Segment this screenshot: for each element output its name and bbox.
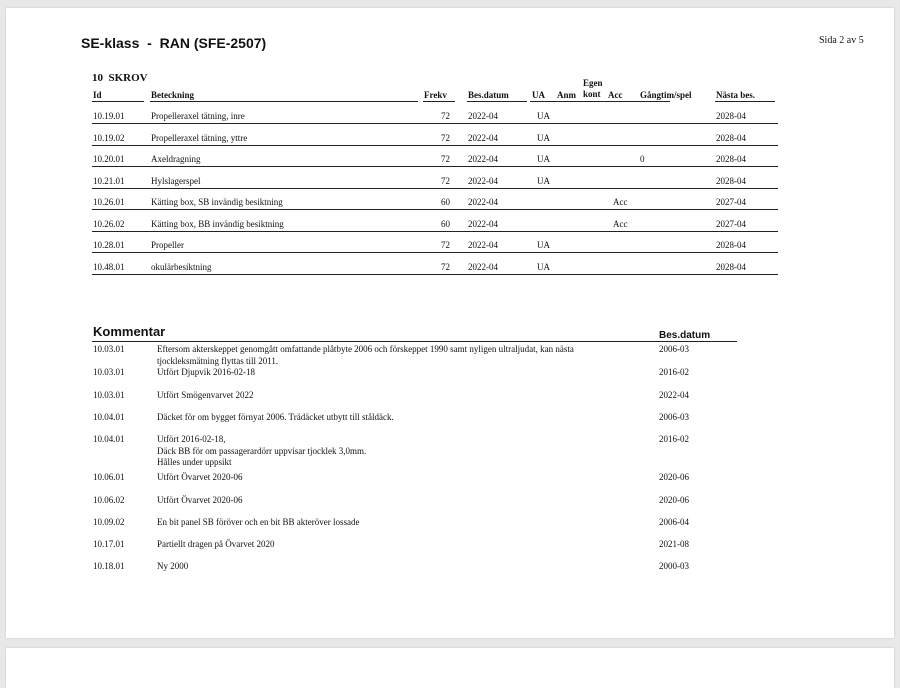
kommentar-date: 2022-04 [659, 390, 689, 400]
skrov-cell-frekv: 72 [441, 261, 450, 272]
kommentar-date: 2021-08 [659, 539, 689, 549]
header-underline [423, 101, 455, 102]
skrov-cell-nasta: 2028-04 [716, 261, 746, 272]
kommentar-text [157, 539, 627, 551]
kommentar-id: 10.03.01 [93, 367, 125, 377]
skrov-cell-beteckning: okulärbesiktning [151, 261, 212, 272]
kommentar-date: 2020-06 [659, 495, 689, 505]
table-row-divider [92, 166, 778, 167]
kommentar-text-line: Utfört Djupvik 2016-02-18 [157, 367, 255, 377]
skrov-cell-beteckning: Propelleraxel tätning, inre [151, 111, 245, 121]
skrov-cell-ua: UA [537, 175, 550, 186]
page-number: Sida 2 av 5 [819, 35, 864, 46]
col-header-id: Id [93, 90, 102, 100]
kommentar-text-line: Eftersom akterskeppet genomgått omfattande plåtbyte 2006 och förskeppet 1990 samt nyligen ultraljudat, kan nästa [157, 344, 574, 354]
skrov-cell-frekv: 72 [441, 111, 450, 121]
skrov-cell-besdatum: 2022-04 [468, 111, 498, 121]
skrov-cell-frekv: 60 [441, 218, 450, 229]
kommentar-id: 10.17.01 [93, 539, 125, 549]
col-header-nasta: Nästa bes. [716, 90, 756, 100]
kommentar-id: 10.09.02 [93, 517, 125, 527]
skrov-cell-frekv: 72 [441, 175, 450, 186]
kommentar-id: 10.03.01 [93, 344, 125, 354]
table-row-divider [92, 274, 778, 275]
skrov-cell-beteckning: Hylslagerspel [151, 175, 201, 186]
skrov-cell-ua: UA [537, 154, 550, 164]
kommentar-text-line: Däck BB för om passagerardörr uppvisar tjocklek 3,0mm. [157, 445, 367, 456]
skrov-cell-besdatum: 2022-04 [468, 154, 498, 164]
skrov-cell-besdatum: 2022-04 [468, 218, 498, 229]
col-header-gangtim: Gångtim/spel [640, 90, 692, 100]
kommentar-text-line: Utfört Övarvet 2020-06 [157, 472, 243, 482]
kommentar-id: 10.06.02 [93, 495, 125, 505]
skrov-cell-besdatum: 2022-04 [468, 175, 498, 186]
kommentar-id: 10.03.01 [93, 390, 125, 400]
skrov-cell-gangtim: 0 [640, 154, 645, 164]
kommentar-date-header: Bes.datum [659, 330, 711, 341]
skrov-cell-nasta: 2028-04 [716, 111, 746, 121]
kommentar-text [157, 434, 627, 469]
skrov-cell-id: 10.19.01 [93, 111, 125, 121]
table-row-divider [92, 209, 778, 210]
skrov-cell-beteckning: Kätting box, SB invändig besiktning [151, 197, 283, 207]
skrov-cell-besdatum: 2022-04 [468, 132, 498, 143]
kommentar-text-line: Utfört Övarvet 2020-06 [157, 495, 243, 505]
skrov-cell-id: 10.48.01 [93, 261, 125, 272]
skrov-cell-nasta: 2028-04 [716, 175, 746, 186]
col-header-ua: UA [532, 90, 545, 100]
skrov-cell-id: 10.26.02 [93, 218, 125, 229]
kommentar-text [157, 495, 627, 507]
skrov-cell-acc: Acc [613, 197, 628, 207]
kommentar-text [157, 561, 627, 573]
kommentar-text-line: En bit panel SB föröver och en bit BB akteröver lossade [157, 517, 360, 527]
kommentar-date: 2006-04 [659, 517, 689, 527]
skrov-cell-frekv: 72 [441, 132, 450, 143]
header-underline [150, 101, 418, 102]
skrov-cell-frekv: 60 [441, 197, 450, 207]
kommentar-id: 10.04.01 [93, 412, 125, 422]
kommentar-title: Kommentar [93, 324, 166, 339]
skrov-cell-nasta: 2027-04 [716, 218, 746, 229]
col-header-frekv: Frekv [424, 90, 447, 100]
kommentar-text [157, 412, 627, 424]
col-header-egen: Egen [583, 78, 603, 88]
kommentar-text [157, 390, 627, 402]
table-row-divider [92, 145, 778, 146]
skrov-cell-acc: Acc [613, 218, 628, 229]
skrov-cell-nasta: 2028-04 [716, 240, 746, 250]
document-page [6, 8, 894, 638]
kommentar-id: 10.06.01 [93, 472, 125, 482]
skrov-cell-id: 10.26.01 [93, 197, 125, 207]
skrov-cell-frekv: 72 [441, 154, 450, 164]
skrov-cell-beteckning: Kätting box, BB invändig besiktning [151, 218, 284, 229]
skrov-cell-nasta: 2028-04 [716, 154, 746, 164]
table-row-divider [92, 252, 778, 253]
col-header-besdatum: Bes.datum [468, 90, 509, 100]
skrov-cell-ua: UA [537, 261, 550, 272]
kommentar-date: 2016-02 [659, 434, 689, 444]
header-underline [467, 101, 527, 102]
kommentar-text [157, 517, 627, 529]
kommentar-date: 2006-03 [659, 344, 689, 354]
col-header-anm: Anm [557, 90, 577, 100]
skrov-cell-beteckning: Propeller [151, 240, 184, 250]
kommentar-date: 2006-03 [659, 412, 689, 422]
table-row-divider [92, 188, 778, 189]
skrov-cell-nasta: 2028-04 [716, 132, 746, 143]
kommentar-id: 10.04.01 [93, 434, 125, 444]
skrov-cell-id: 10.21.01 [93, 175, 125, 186]
skrov-cell-ua: UA [537, 240, 550, 250]
header-underline [715, 101, 775, 102]
skrov-cell-beteckning: Axeldragning [151, 154, 201, 164]
document-title: SE-klass - RAN (SFE-2507) [81, 35, 267, 51]
skrov-cell-ua: UA [537, 111, 550, 121]
kommentar-text [157, 472, 627, 484]
kommentar-text-line: Utfört Smögenvarvet 2022 [157, 390, 254, 400]
kommentar-text [157, 367, 627, 379]
skrov-cell-ua: UA [537, 132, 550, 143]
kommentar-text-line: Utfört 2016-02-18, [157, 434, 226, 444]
skrov-cell-besdatum: 2022-04 [468, 240, 498, 250]
next-page [6, 648, 894, 688]
skrov-cell-id: 10.28.01 [93, 240, 125, 250]
skrov-cell-nasta: 2027-04 [716, 197, 746, 207]
kommentar-text-line: Däcket för om bygget förnyat 2006. Trädäcket utbytt till ståldäck. [157, 412, 394, 422]
header-underline [92, 101, 144, 102]
kommentar-id: 10.18.01 [93, 561, 125, 571]
section-title: 10 SKROV [92, 72, 148, 84]
col-header-kont: kont [583, 89, 601, 99]
col-header-beteckning: Beteckning [151, 90, 195, 100]
kommentar-text-line: Hålles under uppsikt [157, 457, 232, 467]
kommentar-text-line: Partiellt dragen på Övarvet 2020 [157, 539, 275, 549]
kommentar-date: 2020-06 [659, 472, 689, 482]
skrov-cell-beteckning: Propelleraxel tätning, yttre [151, 132, 248, 143]
kommentar-date: 2000-03 [659, 561, 689, 571]
table-row-divider [92, 123, 778, 124]
skrov-cell-id: 10.20.01 [93, 154, 125, 164]
kommentar-text-line: tjockleksmätning flyttas till 2011. [157, 355, 279, 366]
kommentar-text-line: Ny 2000 [157, 561, 189, 571]
skrov-cell-id: 10.19.02 [93, 132, 125, 143]
skrov-cell-besdatum: 2022-04 [468, 261, 498, 272]
skrov-cell-frekv: 72 [441, 240, 450, 250]
kommentar-date: 2016-02 [659, 367, 689, 377]
col-header-acc: Acc [608, 90, 623, 100]
table-row-divider [92, 231, 778, 232]
skrov-cell-besdatum: 2022-04 [468, 197, 498, 207]
kommentar-underline [92, 341, 737, 342]
kommentar-text [157, 344, 627, 367]
header-underline [530, 101, 670, 102]
